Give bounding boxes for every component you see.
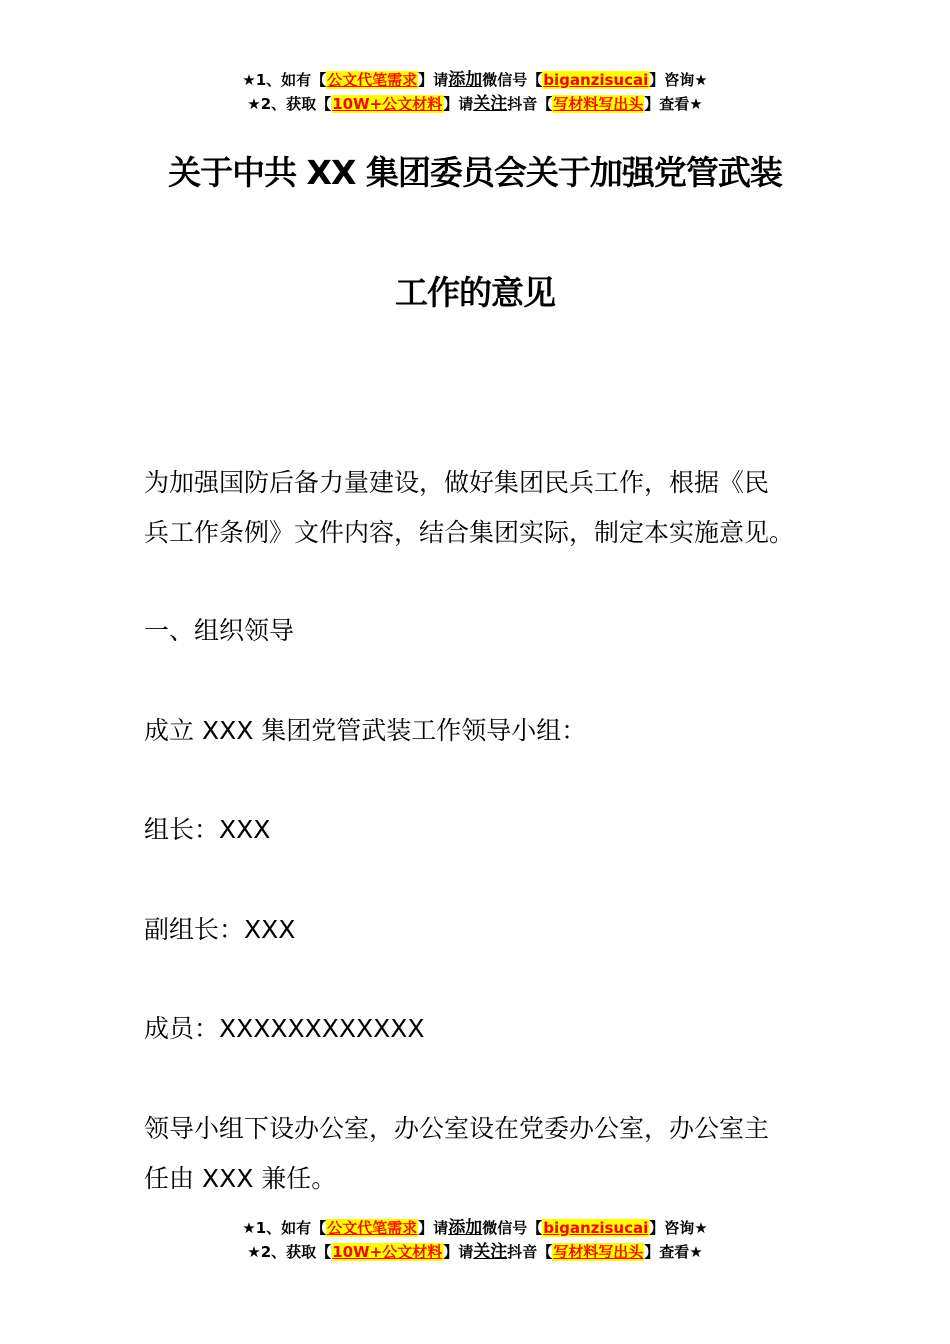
intro-paragraph	[144, 458, 814, 558]
intro-line-2: 兵工作条例》文件内容，结合集团实际，制定本实施意见。	[144, 518, 795, 547]
banner-line-1	[0, 68, 950, 92]
office-line-1: 领导小组下设办公室，办公室设在党委办公室，办公室主	[144, 1114, 770, 1143]
banner-text: ★1、如有【	[242, 1219, 327, 1237]
banner-line-2	[0, 92, 950, 116]
banner-emphasis: 关注	[473, 1242, 508, 1262]
banner-text: 】查看★	[644, 1243, 703, 1261]
banner-highlight-douyin: 写材料写出头	[553, 1243, 644, 1261]
banner-line-1	[0, 1216, 950, 1240]
banner-text: ★1、如有【	[242, 71, 327, 89]
members-text: 成员：XXXXXXXXXXXX	[144, 1014, 425, 1043]
banner-line-2	[0, 1240, 950, 1264]
banner-text: 】请	[443, 95, 474, 113]
banner-emphasis: 关注	[473, 94, 508, 114]
header-banner	[0, 68, 950, 116]
banner-text: 抖音【	[507, 95, 553, 113]
banner-highlight-wechat: biganzisucai	[543, 71, 649, 89]
banner-text: 】咨询★	[649, 71, 708, 89]
section-heading: 一、组织领导	[144, 616, 295, 645]
banner-highlight: 公文代笔需求	[327, 71, 418, 89]
banner-highlight-douyin: 写材料写出头	[553, 95, 644, 113]
intro-line-1: 为加强国防后备力量建设，做好集团民兵工作，根据《民	[144, 468, 770, 497]
banner-text: 】咨询★	[649, 1219, 708, 1237]
banner-text: 】请	[418, 1219, 449, 1237]
footer-banner	[0, 1216, 950, 1264]
banner-emphasis: 添加	[448, 70, 483, 90]
deputy-leader-text: 副组长：XXX	[144, 915, 296, 944]
establish-text: 成立 XXX 集团党管武装工作领导小组：	[144, 716, 587, 745]
banner-text: ★2、获取【	[247, 1243, 332, 1261]
leader-text: 组长：XXX	[144, 815, 271, 844]
banner-emphasis: 添加	[448, 1218, 483, 1238]
banner-text: 】查看★	[644, 95, 703, 113]
office-paragraph	[144, 1104, 814, 1204]
banner-text: 抖音【	[507, 1243, 553, 1261]
banner-text: ★2、获取【	[247, 95, 332, 113]
banner-text: 】请	[418, 71, 449, 89]
banner-highlight-wechat: biganzisucai	[543, 1219, 649, 1237]
banner-text: 】请	[443, 1243, 474, 1261]
document-title-line-2: 工作的意见	[395, 273, 555, 312]
office-line-2: 任由 XXX 兼任。	[144, 1164, 337, 1193]
banner-text: 微信号【	[482, 1219, 543, 1237]
document-title-line-1: 关于中共 XX 集团委员会关于加强党管武装	[168, 153, 782, 192]
banner-text: 微信号【	[482, 71, 543, 89]
banner-highlight: 公文代笔需求	[327, 1219, 418, 1237]
banner-highlight: 10W+公文材料	[332, 95, 443, 113]
banner-highlight: 10W+公文材料	[332, 1243, 443, 1261]
